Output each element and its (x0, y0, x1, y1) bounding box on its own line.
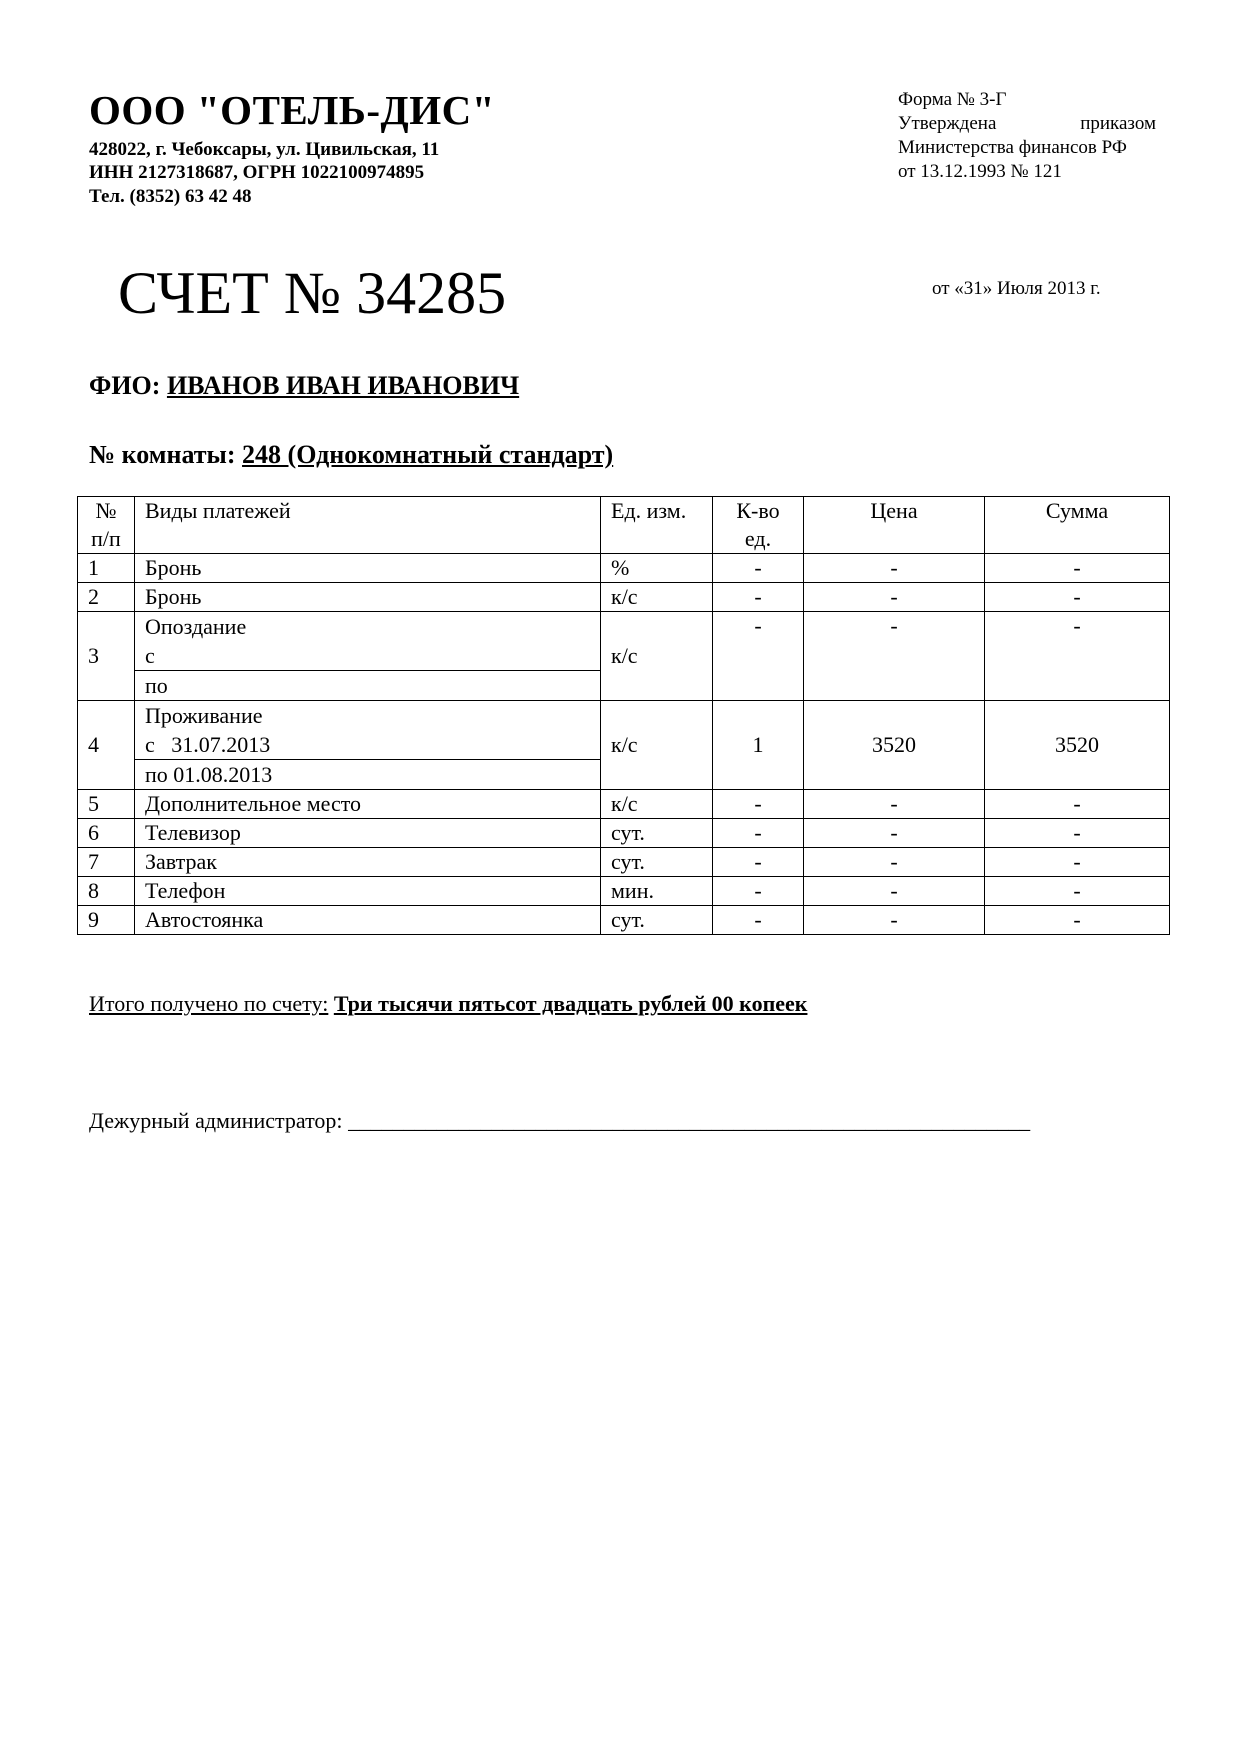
row-sum: - (985, 790, 1170, 819)
header-unit: Ед. изм. (601, 497, 713, 554)
row-qty: - (713, 848, 804, 877)
header-qty-line1: К-во (736, 498, 780, 523)
table-row (78, 554, 1170, 583)
row-type: Дополнительное место (135, 790, 601, 819)
table-row (78, 790, 1170, 819)
form-order-date: от 13.12.1993 № 121 (898, 161, 1062, 182)
row-num: 6 (78, 819, 135, 848)
row-type: Телефон (135, 877, 601, 906)
row-sum: - (985, 819, 1170, 848)
company-ids: ИНН 2127318687, ОГРН 1022100974895 (89, 162, 425, 183)
total-label: Итого получено по счету: (89, 991, 329, 1016)
row-sum: - (985, 848, 1170, 877)
table-header-row (78, 497, 1170, 554)
fio-value: ИВАНОВ ИВАН ИВАНОВИЧ (166, 371, 520, 400)
row-price: - (804, 877, 985, 906)
row-qty: - (713, 612, 804, 701)
header-num-line2: п/п (91, 526, 121, 551)
row-type: Бронь (135, 554, 601, 583)
row-sum: - (985, 583, 1170, 612)
row-type-multi (135, 612, 601, 701)
row-type-multi (135, 701, 601, 790)
fio-label: ФИО: (89, 371, 161, 400)
form-number: Форма № 3-Г (898, 89, 1007, 110)
row-unit: % (601, 554, 713, 583)
row-num: 7 (78, 848, 135, 877)
row-qty: - (713, 554, 804, 583)
row-num: 5 (78, 790, 135, 819)
form-approved (898, 113, 1156, 135)
row-sum: - (985, 906, 1170, 935)
row-price: - (804, 790, 985, 819)
header-num (78, 497, 135, 554)
row-sum: - (985, 877, 1170, 906)
row-qty: - (713, 583, 804, 612)
form-approved-word1: Утверждена (898, 113, 997, 134)
row-unit: сут. (601, 819, 713, 848)
row-type: Бронь (135, 583, 601, 612)
room-value: 248 (Однокомнатный стандарт) (242, 440, 614, 469)
row-from: с (145, 643, 155, 668)
header-qty-line2: ед. (744, 526, 772, 551)
row-unit: к/с (601, 612, 713, 701)
table-row (78, 612, 1170, 701)
header-price: Цена (804, 497, 985, 554)
table-row (78, 877, 1170, 906)
row-num: 1 (78, 554, 135, 583)
row-price: - (804, 906, 985, 935)
row-unit: к/с (601, 701, 713, 790)
table-row (78, 819, 1170, 848)
row-num: 3 (78, 612, 135, 701)
header-qty (713, 497, 804, 554)
header-type: Виды платежей (135, 497, 601, 554)
row-qty: - (713, 790, 804, 819)
row-price: - (804, 583, 985, 612)
row-num: 4 (78, 701, 135, 790)
row-price: - (804, 819, 985, 848)
table-row (78, 906, 1170, 935)
row-type: Автостоянка (135, 906, 601, 935)
row-qty: - (713, 906, 804, 935)
company-address: 428022, г. Чебоксары, ул. Цивильская, 11 (89, 139, 440, 160)
row-qty: - (713, 877, 804, 906)
form-ministry: Министерства финансов РФ (898, 137, 1127, 158)
row-num: 2 (78, 583, 135, 612)
table-row (78, 583, 1170, 612)
table-row (78, 701, 1170, 790)
form-approved-word2: приказом (1080, 113, 1156, 134)
row-type: Опоздание (145, 614, 247, 639)
total-amount: Три тысячи пятьсот двадцать рублей 00 копеек (333, 991, 808, 1016)
admin-signature-line: ______________________________________________________________ (348, 1108, 1031, 1133)
total-row (89, 990, 807, 1018)
row-unit: сут. (601, 848, 713, 877)
guest-fio-row (89, 370, 519, 402)
row-num: 9 (78, 906, 135, 935)
table-row (78, 848, 1170, 877)
row-num: 8 (78, 877, 135, 906)
row-to: по (135, 670, 600, 700)
row-unit: сут. (601, 906, 713, 935)
row-price: 3520 (804, 701, 985, 790)
row-sum: 3520 (985, 701, 1170, 790)
payments-table (77, 496, 1170, 935)
invoice-title: СЧЕТ № 34285 (118, 260, 507, 326)
row-to: по 01.08.2013 (135, 759, 600, 789)
header-num-line1: № (95, 498, 117, 523)
admin-row (89, 1107, 1030, 1135)
row-unit: мин. (601, 877, 713, 906)
header-sum: Сумма (985, 497, 1170, 554)
row-sum: - (985, 554, 1170, 583)
row-price: - (804, 554, 985, 583)
room-label: № комнаты: (89, 440, 236, 469)
row-type: Телевизор (135, 819, 601, 848)
row-unit: к/с (601, 790, 713, 819)
row-from: с 31.07.2013 (145, 732, 271, 757)
row-price: - (804, 612, 985, 701)
company-name: ООО "ОТЕЛЬ-ДИС" (89, 87, 496, 133)
row-qty: - (713, 819, 804, 848)
row-unit: к/с (601, 583, 713, 612)
company-phone: Тел. (8352) 63 42 48 (89, 186, 252, 207)
guest-room-row (89, 439, 613, 471)
row-type: Проживание (145, 703, 263, 728)
row-sum: - (985, 612, 1170, 701)
admin-label: Дежурный администратор: (89, 1108, 343, 1133)
row-type: Завтрак (135, 848, 601, 877)
row-qty: 1 (713, 701, 804, 790)
row-price: - (804, 848, 985, 877)
invoice-date: от «31» Июля 2013 г. (932, 278, 1101, 299)
